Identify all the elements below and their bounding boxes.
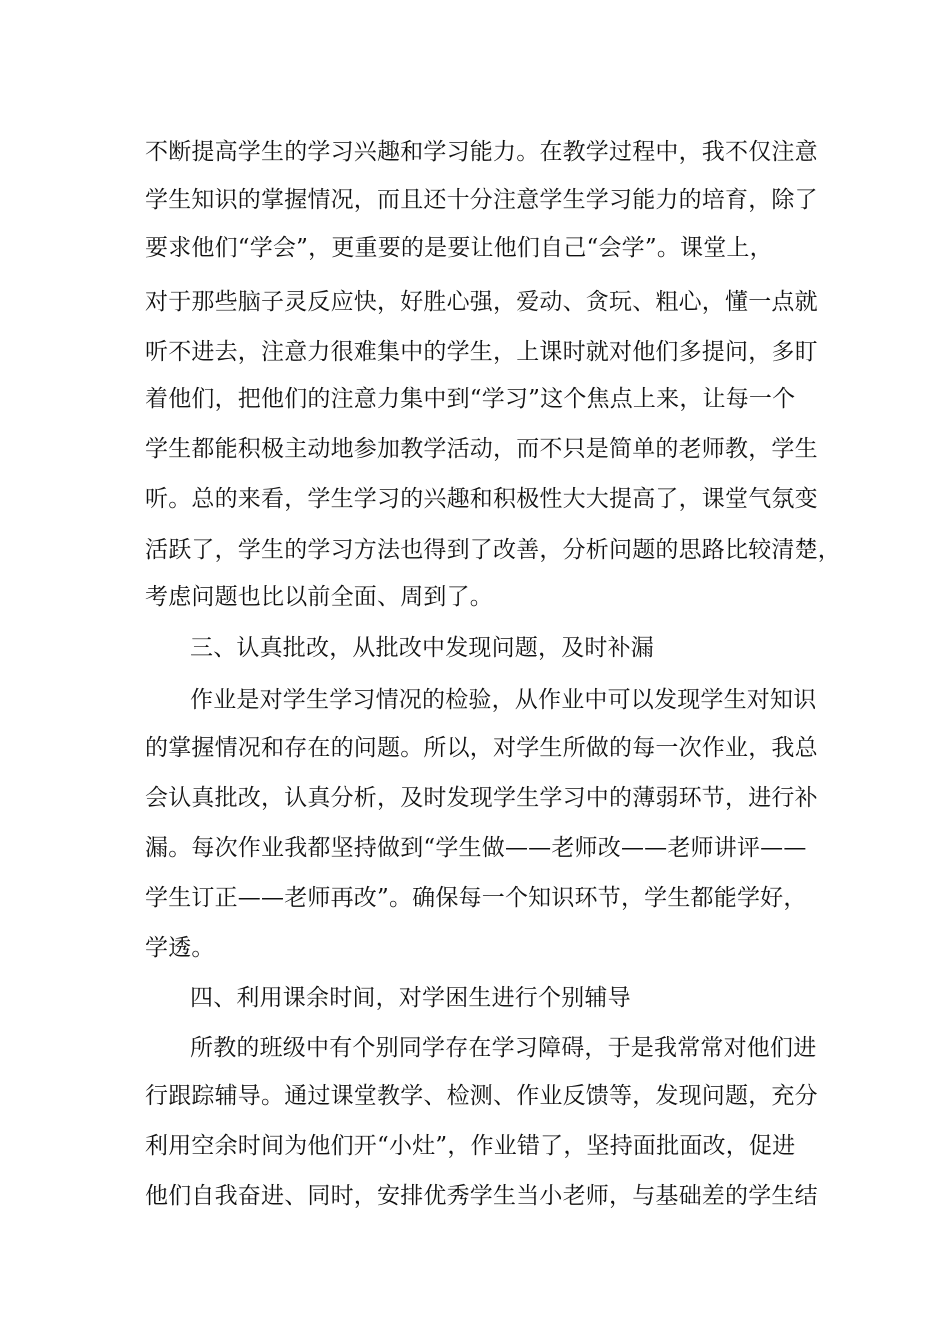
paragraph-line: 对于那些脑子灵反应快，好胜心强，爱动、贪玩、粗心，懂一点就 <box>145 289 818 315</box>
section-heading: 三、认真批改，从批改中发现问题，及时补漏 <box>190 635 654 661</box>
paragraph-line: 的掌握情况和存在的问题。所以，对学生所做的每一次作业，我总 <box>145 735 818 761</box>
paragraph-line: 行跟踪辅导。通过课堂教学、检测、作业反馈等，发现问题，充分 <box>145 1083 818 1109</box>
paragraph-line: 学透。 <box>145 935 215 961</box>
paragraph-line: 要求他们“学会”，更重要的是要让他们自己“会学”。课堂上， <box>145 235 773 261</box>
paragraph-line: 活跃了，学生的学习方法也得到了改善，分析问题的思路比较清楚， <box>145 537 841 563</box>
paragraph-line: 作业是对学生学习情况的检验，从作业中可以发现学生对知识 <box>190 687 817 713</box>
paragraph-line: 学生订正——老师再改”。确保每一个知识环节，学生都能学好， <box>145 885 807 911</box>
paragraph-line: 不断提高学生的学习兴趣和学习能力。在教学过程中，我不仅注意 <box>145 139 818 165</box>
paragraph-line: 会认真批改，认真分析，及时发现学生学习中的薄弱环节，进行补 <box>145 785 818 811</box>
paragraph-line: 他们自我奋进、同时，安排优秀学生当小老师，与基础差的学生结 <box>145 1183 818 1209</box>
paragraph-line: 利用空余时间为他们开“小灶”，作业错了，坚持面批面改，促进 <box>145 1133 796 1159</box>
paragraph-line: 所教的班级中有个别同学存在学习障碍，于是我常常对他们进 <box>190 1035 817 1061</box>
paragraph-line: 学生知识的掌握情况，而且还十分注意学生学习能力的培育，除了 <box>145 187 818 213</box>
paragraph-line: 着他们，把他们的注意力集中到“学习”这个焦点上来，让每一个 <box>145 386 796 412</box>
section-heading: 四、利用课余时间，对学困生进行个别辅导 <box>190 985 631 1011</box>
paragraph-line: 考虑问题也比以前全面、周到了。 <box>145 584 493 610</box>
paragraph-line: 听不进去，注意力很难集中的学生，上课时就对他们多提问，多盯 <box>145 339 818 365</box>
paragraph-line: 学生都能积极主动地参加教学活动，而不只是简单的老师教，学生 <box>145 436 818 462</box>
paragraph-line: 听。总的来看，学生学习的兴趣和积极性大大提高了，课堂气氛变 <box>145 486 818 512</box>
paragraph-line: 漏。每次作业我都坚持做到“学生做——老师改——老师讲评—— <box>145 835 807 861</box>
